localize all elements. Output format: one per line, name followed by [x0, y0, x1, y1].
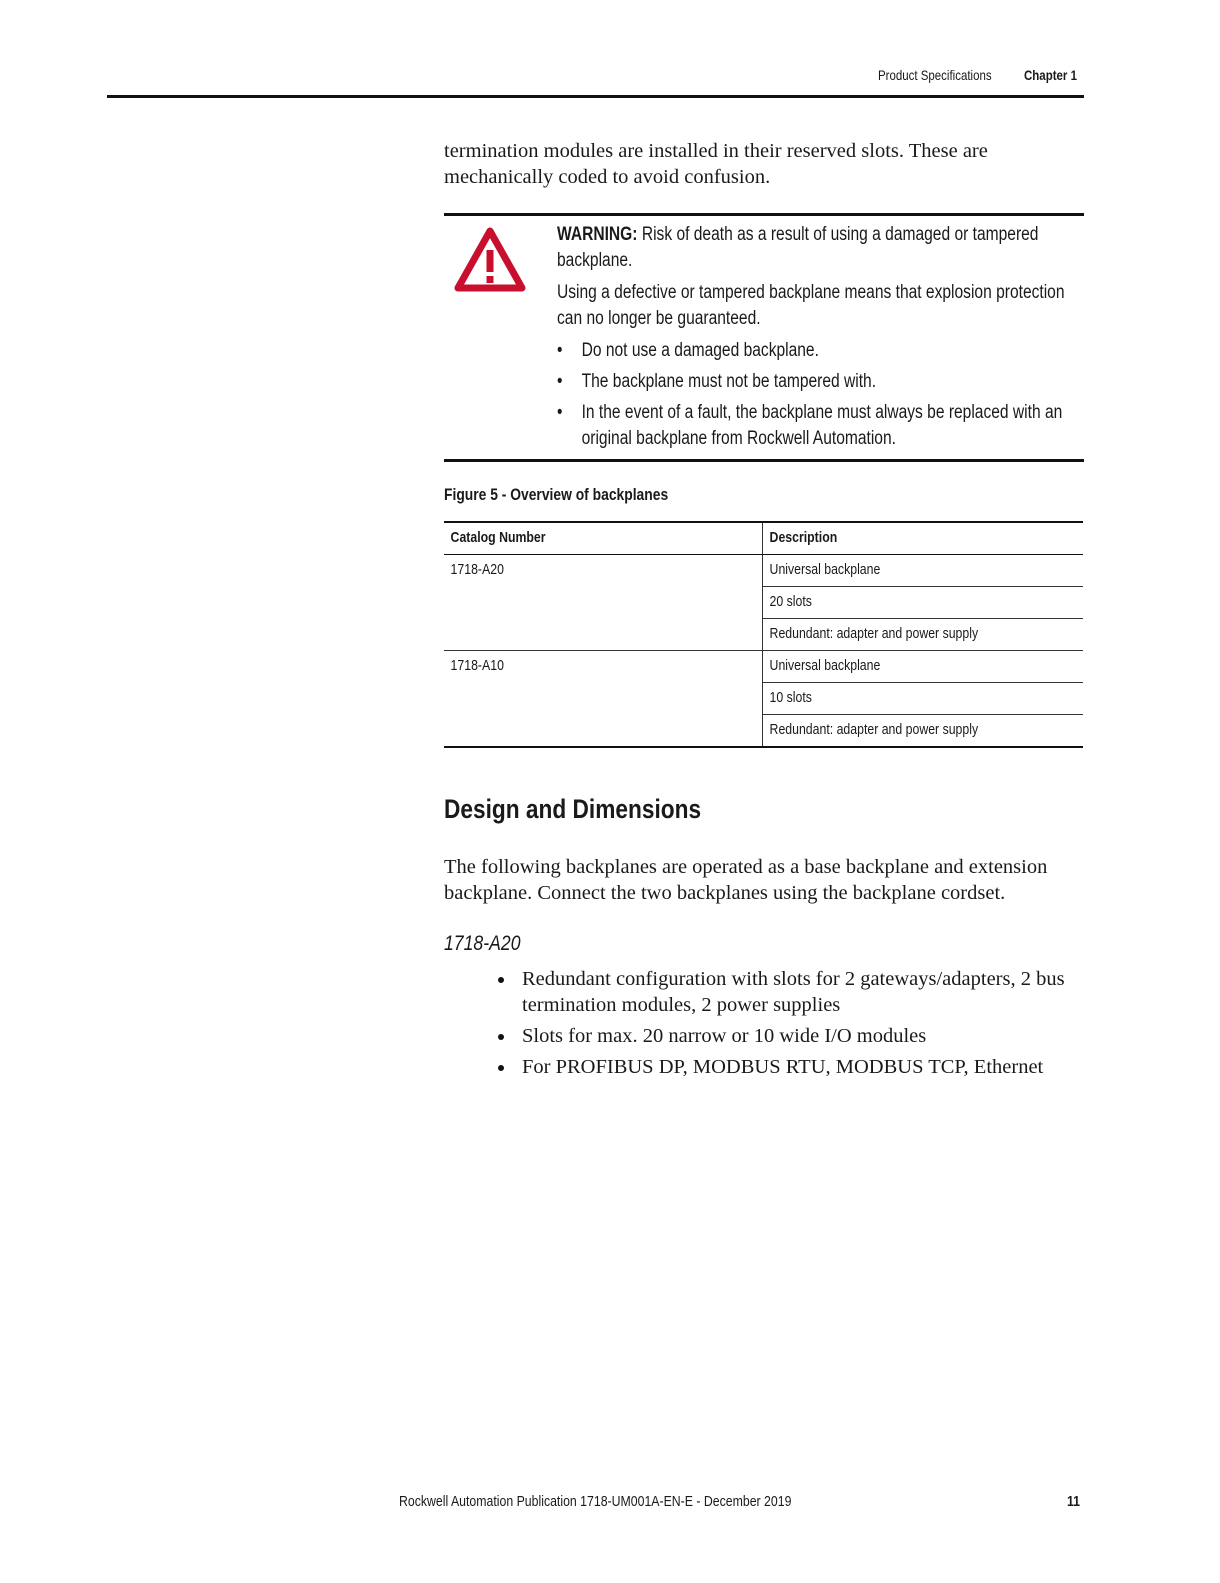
- description-cell: Redundant: adapter and power supply: [763, 715, 1084, 748]
- backplane-table: [444, 521, 1083, 748]
- warning-top-rule: [444, 213, 1084, 216]
- warning-title: [557, 222, 1082, 274]
- warning-title-text: Risk of death as a result of using a damaged or tampered backplane.: [557, 224, 1039, 271]
- feature-list: [498, 966, 1088, 1085]
- page-number: 11: [1067, 1493, 1081, 1510]
- description-cell: 20 slots: [763, 587, 1084, 619]
- section-paragraph: The following backplanes are operated as a base backplane and extension backplane. Connect the two backplanes using the backplane cordset.: [444, 856, 1048, 904]
- warning-label: WARNING:: [557, 224, 638, 245]
- running-header-chapter: Chapter 1: [1024, 67, 1077, 83]
- description-cell: Redundant: adapter and power supply: [763, 619, 1084, 651]
- footer-publication: Rockwell Automation Publication 1718-UM001A-EN-E - December 2019: [399, 1493, 792, 1510]
- catalog-cell: 1718-A20: [444, 555, 763, 651]
- description-cell: 10 slots: [763, 683, 1084, 715]
- table-row: [444, 651, 1083, 683]
- column-header-catalog: Catalog Number: [444, 522, 763, 555]
- intro-paragraph: termination modules are installed in their reserved slots. These are mechanically coded to avoid confusion.: [444, 140, 988, 188]
- table-row: [444, 555, 1083, 587]
- subsection-heading: 1718-A20: [444, 932, 521, 955]
- figure-caption: Figure 5 - Overview of backplanes: [444, 486, 669, 504]
- warning-list-item: • The backplane must not be tampered with.: [557, 369, 1082, 395]
- warning-bottom-rule: [444, 459, 1084, 462]
- catalog-cell: 1718-A10: [444, 651, 763, 748]
- running-header-section: Product Specifications: [878, 67, 992, 83]
- header-rule: [107, 95, 1084, 98]
- warning-list: [557, 338, 1082, 452]
- warning-list-item: • Do not use a damaged backplane.: [557, 338, 1082, 364]
- section-heading: Design and Dimensions: [444, 794, 702, 824]
- description-cell: Universal backplane: [763, 555, 1084, 587]
- warning-list-item: • In the event of a fault, the backplane must always be replaced with an original backplane from Rockwell Automation.: [557, 400, 1082, 452]
- list-item: Redundant configuration with slots for 2 gateways/adapters, 2 bus termination modules, 2 power supplies: [498, 966, 1088, 1018]
- warning-paragraph: Using a defective or tampered backplane means that explosion protection can no longer be guaranteed.: [557, 282, 1065, 329]
- table-header-row: [444, 522, 1083, 555]
- list-item: For PROFIBUS DP, MODBUS RTU, MODBUS TCP, Ethernet: [498, 1054, 1088, 1080]
- description-cell: Universal backplane: [763, 651, 1084, 683]
- warning-body: [557, 222, 1087, 457]
- list-item: Slots for max. 20 narrow or 10 wide I/O modules: [498, 1023, 1088, 1049]
- warning-triangle-icon: [454, 226, 526, 292]
- column-header-description: Description: [763, 522, 1084, 555]
